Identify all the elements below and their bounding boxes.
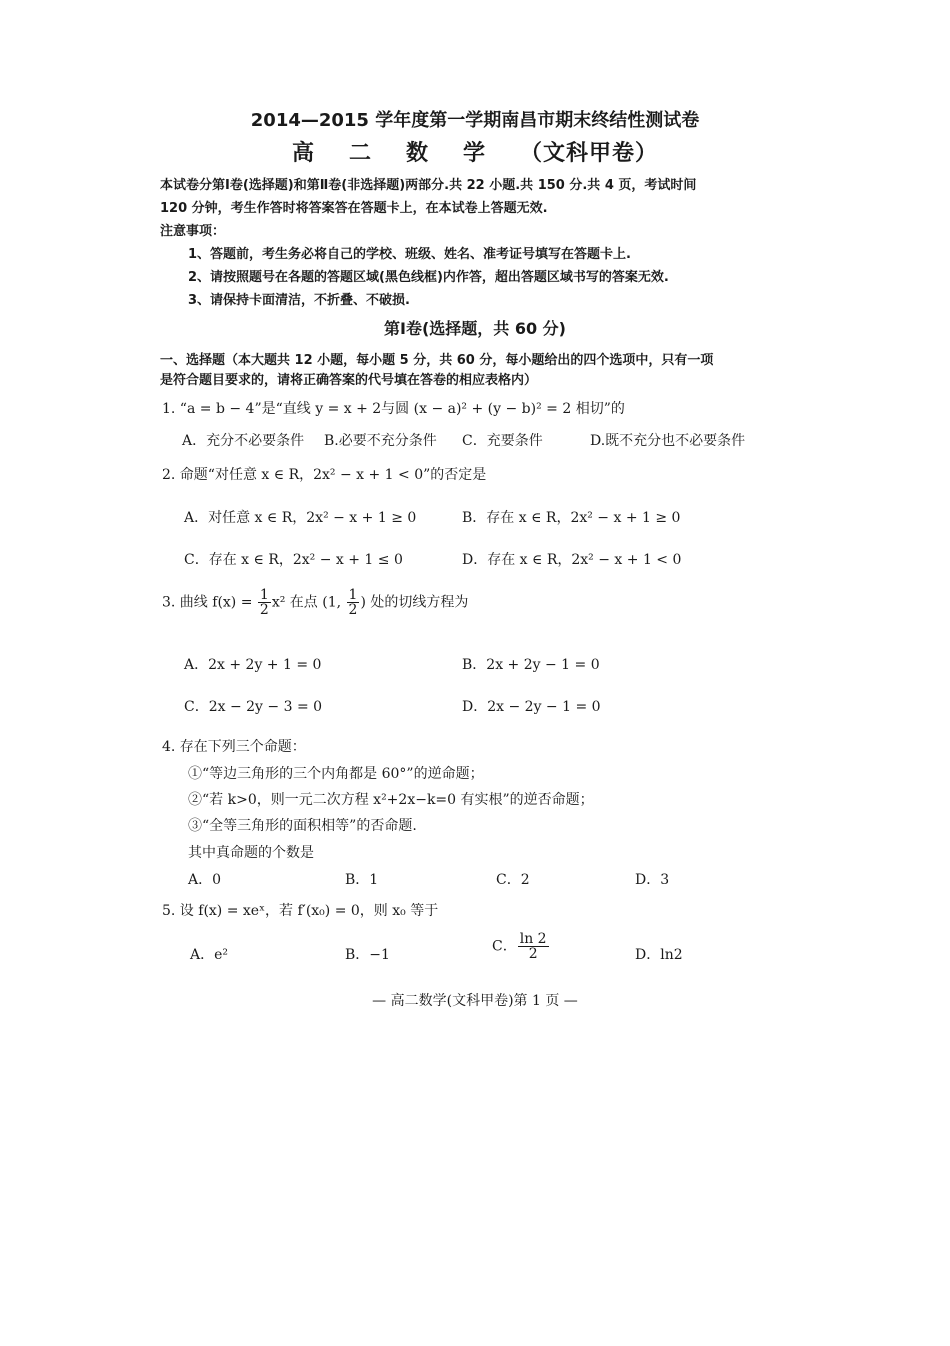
subtitle-part: 二 — [348, 141, 372, 166]
q2-option-b: B．存在 x ∈ R，2x² − x + 1 ≥ 0 — [462, 510, 681, 526]
fraction-denominator: 2 — [528, 946, 538, 962]
q1-option-d: D.既不充分也不必要条件 — [590, 433, 746, 449]
subtitle-part: 高 — [291, 141, 315, 166]
q4-question: 其中真命题的个数是 — [188, 845, 314, 861]
q3-option-b: B．2x + 2y − 1 = 0 — [462, 657, 600, 673]
question-1: 1. “a = b − 4”是“直线 y = x + 2与圆 (x − a)² + (y − b)² = 2 相切”的 — [162, 401, 625, 417]
fraction-numerator: 1 — [348, 587, 358, 603]
subtitle-part: 数 — [405, 141, 429, 166]
note-item: 2、请按照题号在各题的答题区域(黑色线框)内作答，超出答题区域书写的答案无效. — [188, 270, 669, 285]
exam-title: 2014—2015 学年度第一学期南昌市期末终结性测试卷 — [250, 110, 700, 131]
part-instructions-1: 一、选择题（本大题共 12 小题，每小题 5 分，共 60 分，每小题给出的四个选项中，只有一项 — [160, 353, 714, 368]
page-footer: — 高二数学(文科甲卷)第 1 页 — — [372, 993, 578, 1009]
q4-option-b: B．1 — [345, 872, 379, 888]
question-4: 4. 存在下列三个命题： — [162, 739, 306, 755]
q4-statement: ②“若 k>0，则一元二次方程 x²+2x−k=0 有实根”的逆否命题； — [188, 792, 594, 808]
fraction-denominator: 2 — [348, 602, 358, 618]
q1-option-a: A．充分不必要条件 — [182, 433, 305, 449]
q4-option-a: A．0 — [188, 872, 222, 888]
q3-option-a: A．2x + 2y + 1 = 0 — [184, 657, 322, 673]
q1-option-b: B.必要不充分条件 — [324, 433, 437, 449]
notes-label: 注意事项： — [160, 224, 226, 239]
q4-statement: ①“等边三角形的三个内角都是 60°”的逆命题； — [188, 766, 484, 782]
q2-option-d: D．存在 x ∈ R，2x² − x + 1 < 0 — [462, 552, 682, 568]
intro-line-2: 120 分钟，考生作答时将答案答在答题卡上，在本试卷上答题无效. — [160, 201, 548, 216]
question-2: 2. 命题“对任意 x ∈ R，2x² − x + 1 < 0”的否定是 — [162, 467, 487, 483]
q2-option-c: C．存在 x ∈ R，2x² − x + 1 ≤ 0 — [184, 552, 403, 568]
note-item: 1、答题前，考生务必将自己的学校、班级、姓名、准考证号填写在答题卡上. — [188, 247, 631, 262]
intro-line-1: 本试卷分第Ⅰ卷(选择题)和第Ⅱ卷(非选择题)两部分.共 22 小题.共 150 分.共 4 页，考试时间 — [160, 178, 697, 193]
q3-fraction — [258, 588, 271, 617]
subtitle-part: （文科甲卷） — [520, 141, 659, 166]
q3-middle: x² 在点 (1, — [271, 594, 342, 611]
section-title: 第Ⅰ卷(选择题，共 60 分) — [384, 319, 566, 338]
q3-suffix: ) 处的切线方程为 — [360, 594, 469, 611]
q5-option-c — [492, 932, 550, 961]
q5-option-c-label: C． — [492, 938, 517, 955]
q3-point-fraction — [347, 588, 360, 617]
fraction-denominator: 2 — [259, 602, 269, 618]
q5-option-a: A．e² — [190, 947, 229, 963]
q4-option-d: D．3 — [635, 872, 670, 888]
question-3 — [162, 588, 468, 617]
q3-option-d: D．2x − 2y − 1 = 0 — [462, 699, 601, 715]
q5-option-b: B．−1 — [345, 947, 390, 963]
q3-prefix: 3. 曲线 f(x) = — [162, 594, 253, 611]
q5-option-d: D．ln2 — [635, 947, 683, 963]
exam-subtitle — [0, 136, 950, 167]
q5-option-c-fraction — [518, 932, 549, 961]
question-5: 5. 设 f(x) = xeˣ，若 f′(x₀) = 0，则 x₀ 等于 — [162, 903, 439, 919]
q4-statement: ③“全等三角形的面积相等”的否命题. — [188, 818, 417, 834]
part-instructions-2: 是符合题目要求的，请将正确答案的代号填在答卷的相应表格内） — [160, 373, 538, 388]
note-item: 3、请保持卡面清洁，不折叠、不破损. — [188, 293, 410, 308]
q1-option-c: C．充要条件 — [462, 433, 543, 449]
q2-option-a: A．对任意 x ∈ R，2x² − x + 1 ≥ 0 — [184, 510, 417, 526]
fraction-numerator: ln 2 — [519, 931, 547, 947]
q4-option-c: C．2 — [496, 872, 530, 888]
q3-option-c: C．2x − 2y − 3 = 0 — [184, 699, 323, 715]
subtitle-part: 学 — [463, 141, 487, 166]
fraction-numerator: 1 — [259, 587, 269, 603]
